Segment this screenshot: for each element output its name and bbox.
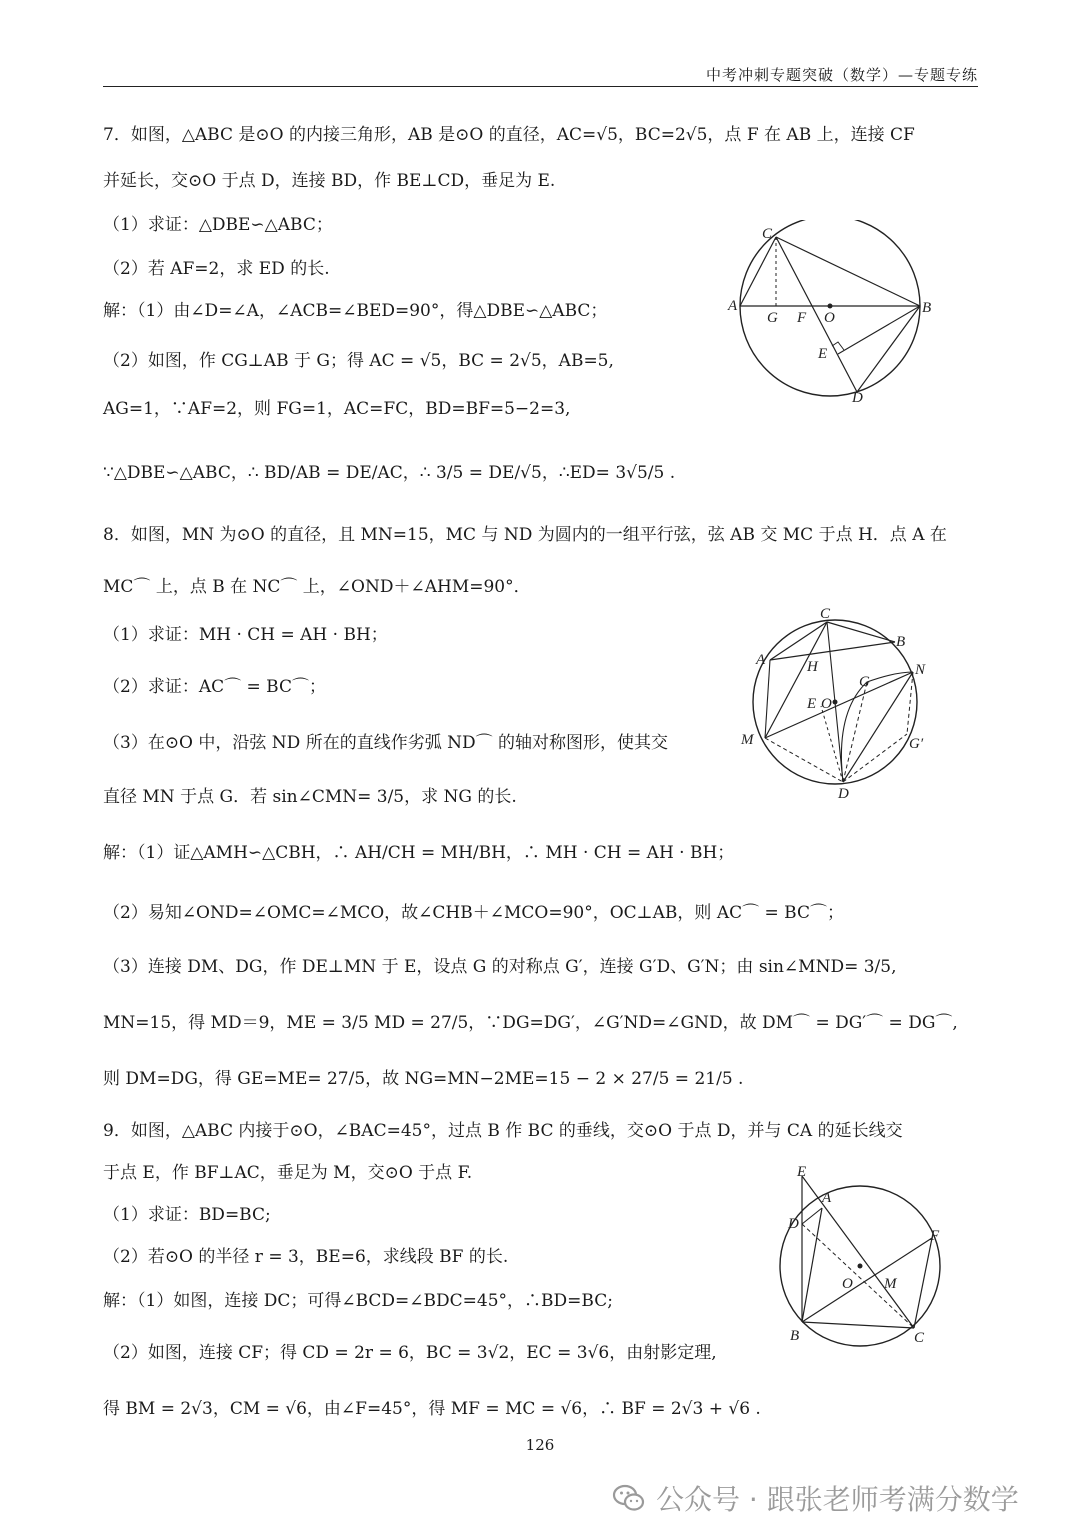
p8-line-10: MN=15，得 MD＝9，ME = 3/5 MD = 27/5，∵DG=DG′，∠G′ND=∠GND，故 DM⌒ = DG′⌒ = DG⌒,: [103, 1013, 958, 1033]
p8-circle-figure: [735, 602, 945, 802]
label-E: E: [807, 696, 817, 712]
label-F: F: [930, 1228, 940, 1244]
p8-line-9: （3）连接 DM、DG，作 DE⊥MN 于 E，设点 G 的对称点 G′，连接 G′D、G′N；由 sin∠MND= 3/5,: [103, 957, 897, 977]
label-D: D: [788, 1216, 799, 1232]
label-N: N: [915, 662, 926, 678]
p7-line-4: （2）若 AF=2，求 ED 的长.: [103, 259, 330, 279]
p8-line-4: （2）求证：AC⌒ = BC⌒；: [103, 677, 326, 697]
label-C: C: [762, 226, 773, 242]
label-H: H: [807, 659, 818, 675]
label-B: B: [790, 1328, 800, 1344]
wechat-icon: [612, 1481, 646, 1515]
p9-line-3: （1）求证：BD=BC;: [103, 1205, 271, 1225]
p9-circle-figure: [772, 1162, 952, 1352]
p8-line-3: （1）求证：MH · CH = AH · BH；: [103, 625, 388, 645]
p7-line-3: （1）求证：△DBE∽△ABC；: [103, 215, 333, 235]
label-E: E: [818, 346, 828, 362]
label-E: E: [797, 1164, 807, 1180]
p8-line-1: 8．如图，MN 为⊙O 的直径，且 MN=15，MC 与 ND 为圆内的一组平行弦，弦 AB 交 MC 于点 H．点 A 在: [103, 525, 947, 545]
watermark-text: 公众号 · 跟张老师考满分数学: [656, 1483, 1019, 1516]
p8-line-7: 解：（1）证△AMH∽△CBH，∴ AH/CH = MH/BH，∴ MH · CH = AH · BH；: [103, 843, 735, 863]
p9-line-6: （2）如图，连接 CF；得 CD = 2r = 6，BC = 3√2，EC = 3√6，由射影定理,: [103, 1343, 717, 1363]
p9-line-5: 解：（1）如图，连接 DC；可得∠BCD=∠BDC=45°，∴BD=BC;: [103, 1291, 613, 1311]
p8-line-2: MC⌒ 上，点 B 在 NC⌒ 上，∠OND＋∠AHM=90°．: [103, 577, 531, 597]
label-A: A: [822, 1190, 832, 1206]
label-A: A: [756, 652, 766, 668]
p7-line-8: ∵△DBE∽△ABC，∴ BD/AB = DE/AC，∴ 3/5 = DE/√5，∴ED= 3√5/5 .: [103, 463, 676, 483]
p7-circle-figure: [720, 220, 950, 410]
p7-line-7: AG=1，∵AF=2，则 FG=1，AC=FC，BD=BF=5−2=3,: [103, 399, 571, 419]
p9-line-1: 9．如图，△ABC 内接于⊙O，∠BAC=45°，过点 B 作 BC 的垂线，交⊙O 于点 D，并与 CA 的延长线交: [103, 1121, 903, 1141]
page-number: 126: [525, 1436, 555, 1454]
p8-line-8: （2）易知∠OND=∠OMC=∠MCO，故∠CHB＋∠MCO=90°，OC⊥AB，则 AC⌒ = BC⌒；: [103, 903, 844, 923]
p8-line-11: 则 DM=DG，得 GE=ME= 27/5，故 NG=MN−2ME=15 − 2 × 27/5 = 21/5 .: [103, 1069, 744, 1089]
watermark: [612, 1478, 1052, 1518]
p9-line-7: 得 BM = 2√3，CM = √6，由∠F=45°，得 MF = MC = √6，∴ BF = 2√3 + √6 .: [103, 1399, 761, 1419]
label-M: M: [741, 732, 754, 748]
label-D: D: [838, 786, 849, 802]
p9-line-2: 于点 E，作 BF⊥AC，垂足为 M，交⊙O 于点 F.: [103, 1163, 473, 1183]
label-M: M: [884, 1276, 897, 1292]
label-F: F: [797, 310, 807, 326]
label-G-prime: G′: [909, 736, 924, 752]
label-O: O: [824, 310, 835, 326]
p8-line-5: （3）在⊙O 中，沿弦 ND 所在的直线作劣弧 ND⌒ 的轴对称图形，使其交: [103, 733, 669, 753]
label-B: B: [896, 634, 906, 650]
label-G: G: [859, 674, 870, 690]
label-D: D: [852, 390, 863, 406]
p7-line-6: （2）如图，作 CG⊥AB 于 G；得 AC = √5，BC = 2√5，AB=5,: [103, 351, 614, 371]
p8-line-6: 直径 MN 于点 G．若 sin∠CMN= 3/5，求 NG 的长.: [103, 787, 517, 807]
header-rule: [103, 86, 978, 87]
label-C: C: [820, 606, 831, 622]
label-B: B: [922, 300, 932, 316]
label-O: O: [821, 696, 832, 712]
p7-line-1: 7．如图，△ABC 是⊙O 的内接三角形，AB 是⊙O 的直径，AC=√5，BC=2√5，点 F 在 AB 上，连接 CF: [103, 125, 915, 145]
label-O: O: [842, 1276, 853, 1292]
p7-line-5: 解：（1）由∠D=∠A，∠ACB=∠BED=90°，得△DBE∽△ABC；: [103, 301, 608, 321]
p9-line-4: （2）若⊙O 的半径 r = 3，BE=6，求线段 BF 的长.: [103, 1247, 509, 1267]
label-A: A: [728, 298, 738, 314]
label-C: C: [914, 1330, 925, 1346]
p7-line-2: 并延长，交⊙O 于点 D，连接 BD，作 BE⊥CD，垂足为 E.: [103, 171, 556, 191]
running-header: 中考冲刺专题突破（数学）—专题专练: [705, 66, 978, 84]
label-G: G: [767, 310, 778, 326]
